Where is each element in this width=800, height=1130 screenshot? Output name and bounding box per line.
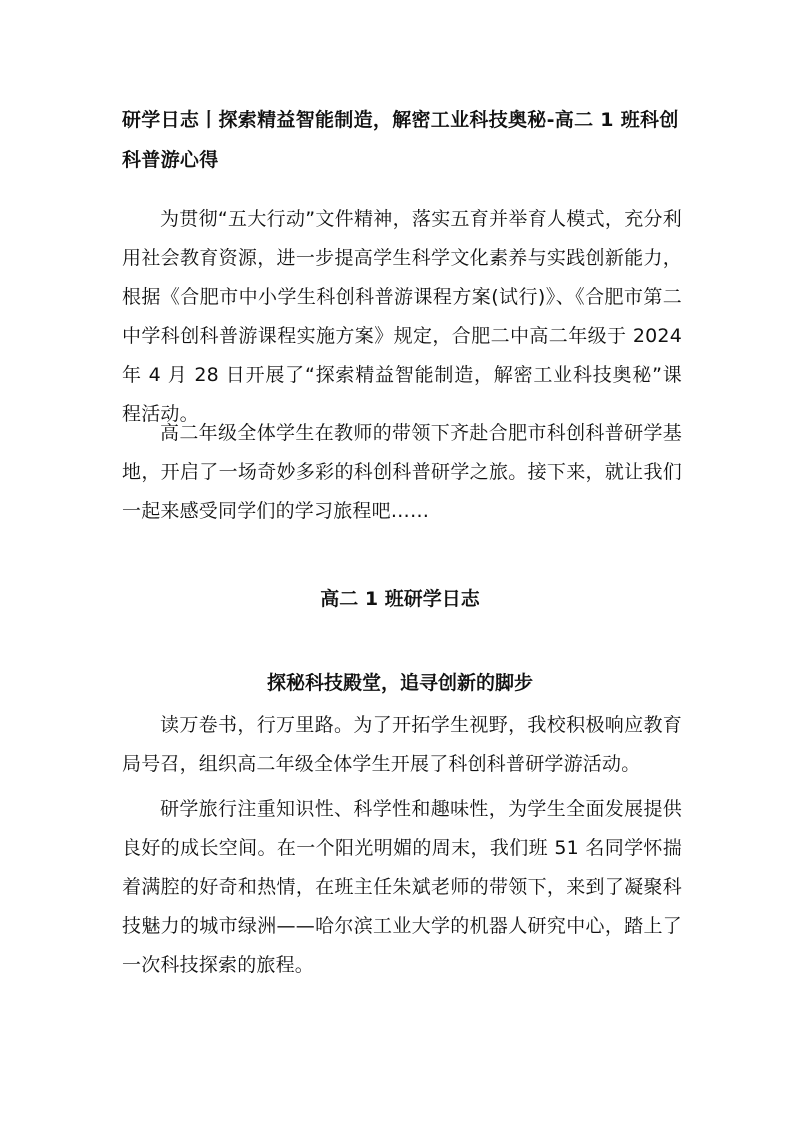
section-heading: 高二 1 班研学日志	[320, 588, 480, 610]
document-title: 研学日志丨探索精益智能制造，解密工业科技奥秘-高二 1 班科创科普游心得	[122, 109, 679, 171]
intro-paragraph: 高二年级全体学生在教师的带领下齐赴合肥市科创科普研学基地，开启了一场奇妙多彩的科创科普研学之旅。接下来，就让我们一起来感受同学们的学习旅程吧……	[122, 422, 682, 522]
sub-heading: 探秘科技殿堂，追寻创新的脚步	[266, 672, 533, 694]
intro-paragraph: 为贯彻“五大行动”文件精神，落实五育并举育人模式，充分利用社会教育资源，进一步提高学生科学文化素养与实践创新能力，根据《合肥市中小学生科创科普游课程方案(试行)》、《合肥市第二中学科创科普游课程实施方案》规定，合肥二中高二年级于 2024 年 4 月 28 日开展了“探索精益智能制造，解密工业科技奥秘”课程活动。	[122, 208, 682, 425]
body-paragraph: 读万卷书，行万里路。为了开拓学生视野，我校积极响应教育局号召，组织高二年级全体学生开展了科创科普研学游活动。	[122, 714, 682, 775]
body-paragraph: 研学旅行注重知识性、科学性和趣味性，为学生全面发展提供良好的成长空间。在一个阳光明媚的周末，我们班 51 名同学怀揣着满腔的好奇和热情，在班主任朱斌老师的带领下，来到了凝聚科技魅力的城市绿洲——哈尔滨工业大学的机器人研究中心，踏上了一次科技探索的旅程。	[122, 798, 682, 976]
